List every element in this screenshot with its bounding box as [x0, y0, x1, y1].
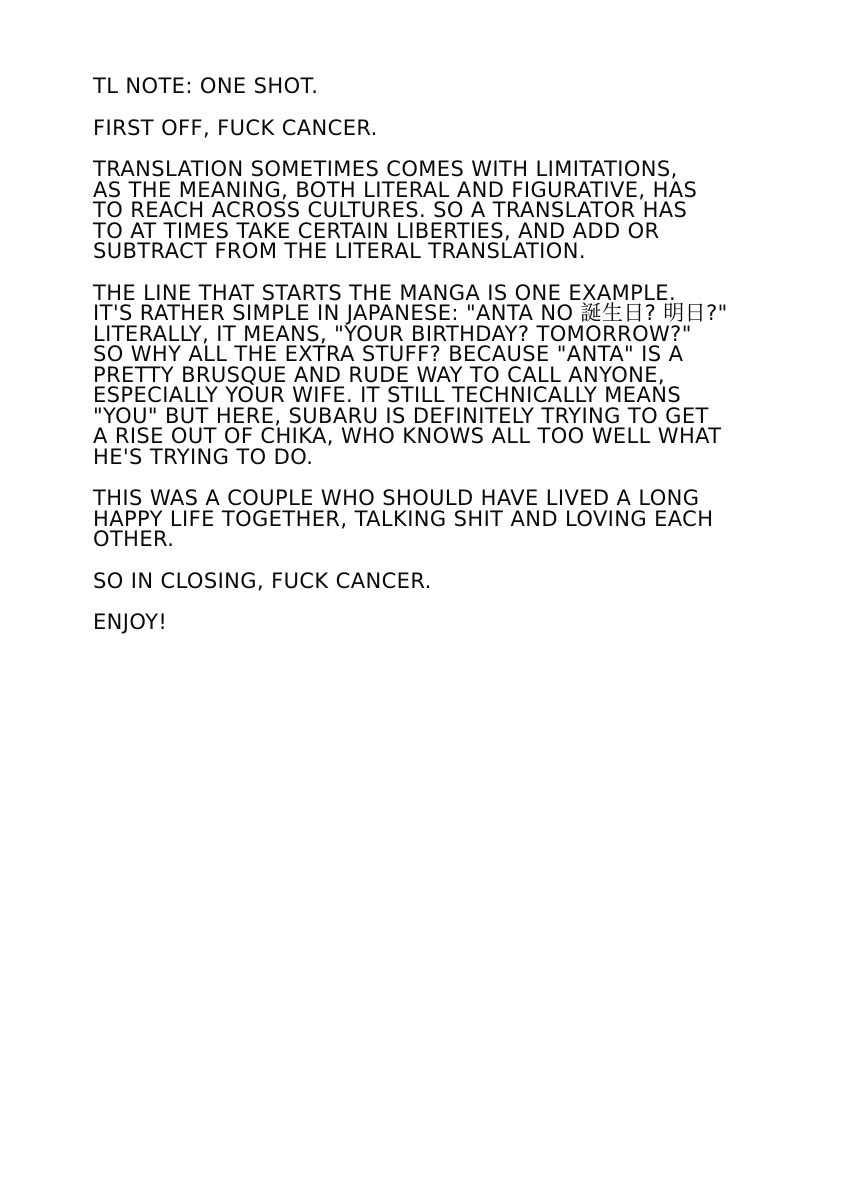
note-signoff — [93, 612, 773, 633]
text-line: THE LINE THAT STARTS THE MANGA IS ONE EXAMPLE. — [93, 280, 677, 305]
note-heading — [93, 76, 773, 97]
text-line: PRETTY BRUSQUE AND RUDE WAY TO CALL ANYONE, — [93, 362, 665, 387]
text-line: SO WHY ALL THE EXTRA STUFF? BECAUSE "ANTA" IS A — [93, 342, 684, 366]
text-line: IT'S RATHER SIMPLE IN JAPANESE: "ANTA NO 誕生日? 明日?" — [93, 301, 728, 325]
text-line: TO REACH ACROSS CULTURES. SO A TRANSLATOR HAS — [93, 198, 688, 222]
text-line: A RISE OUT OF CHIKA, WHO KNOWS ALL TOO WELL WHAT — [93, 424, 722, 448]
text-line: TRANSLATION SOMETIMES COMES WITH LIMITATIONS, — [93, 157, 678, 181]
note-opening-text: FIRST OFF, FUCK CANCER. — [93, 115, 378, 140]
note-opening — [93, 115, 773, 140]
text-line: THIS WAS A COUPLE WHO SHOULD HAVE LIVED A LONG — [93, 486, 700, 510]
text-line: OTHER. — [93, 527, 175, 551]
note-closing — [93, 568, 773, 593]
text-line: HAPPY LIFE TOGETHER, TALKING SHIT AND LOVING EACH — [93, 506, 714, 531]
text-line: TO AT TIMES TAKE CERTAIN LIBERTIES, AND ADD OR — [93, 218, 660, 243]
note-heading-text: TL NOTE: ONE SHOT. — [93, 74, 319, 98]
translator-note — [93, 76, 773, 654]
text-line: ESPECIALLY YOUR WIFE. IT STILL TECHNICALLY MEANS — [93, 383, 682, 407]
note-paragraph-couple — [93, 488, 773, 550]
text-line: AS THE MEANING, BOTH LITERAL AND FIGURATIVE, HAS — [93, 177, 698, 202]
note-signoff-text: ENJOY! — [93, 610, 168, 634]
note-paragraph-example — [93, 280, 773, 469]
text-line: SUBTRACT FROM THE LITERAL TRANSLATION. — [93, 239, 586, 263]
text-line: "YOU" BUT HERE, SUBARU IS DEFINITELY TRYING TO GET — [93, 403, 709, 428]
text-line: HE'S TRYING TO DO. — [93, 444, 314, 469]
note-closing-text: SO IN CLOSING, FUCK CANCER. — [93, 568, 432, 593]
text-line: LITERALLY, IT MEANS, "YOUR BIRTHDAY? TOMORROW?" — [93, 321, 692, 346]
note-paragraph-translation-limits — [93, 159, 773, 262]
